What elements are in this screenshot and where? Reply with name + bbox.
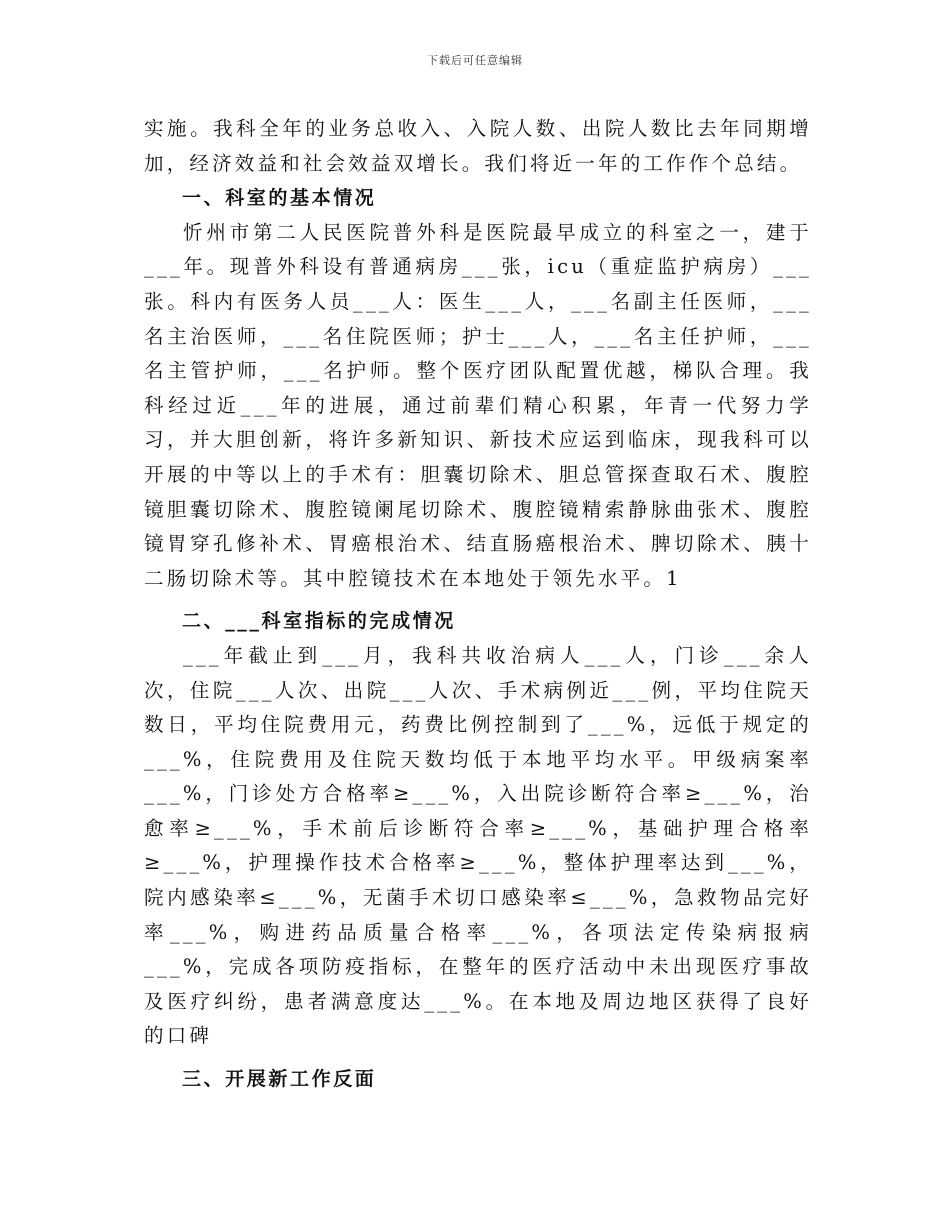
section-heading-3: 三、开展新工作反面 bbox=[182, 1068, 377, 1091]
paragraph-basic-info: 忻州市第二人民医院普外科是医院最早成立的科室之一，建于___年。现普外科设有普通病房___张，icu（重症监护病房）___张。科内有医务人员___人：医生___人，___名副主任医师，___名主治医师，___名住院医师；护士___人，___名主任护师，___名主管护师，___名护师。整个医疗团队配置优越，梯队合理。我科经过近___年的进展，通过前辈们精心积累，年青一代努力学习，并大胆创新，将许多新知识、新技术应运到临床，现我科可以开展的中等以上的手术有：胆囊切除术、胆总管探查取石术、腹腔镜胆囊切除术、腹腔镜阑尾切除术、腹腔镜精索静脉曲张术、腹腔镜胃穿孔修补术、胃癌根治术、结直肠癌根治术、脾切除术、胰十二肠切除术等。其中腔镜技术在本地处于领先水平。1 bbox=[144, 220, 812, 590]
page-header: 下载后可任意编辑 bbox=[427, 54, 523, 67]
paragraph-indicators: ___年截止到___月，我科共收治病人___人，门诊___余人次，住院___人次、出院___人次、手术病例近___例，平均住院天数日，平均住院费用元，药费比例控制到了___%，远低于规定的___%，住院费用及住院天数均低于本地平均水平。甲级病案率___%，门诊处方合格率≥___%，入出院诊断符合率≥___%，治愈率≥___%，手术前后诊断符合率≥___%，基础护理合格率≥___%，护理操作技术合格率≥___%，整体护理率达到___%，院内感染率≤___%，无菌手术切口感染率≤___%，急救物品完好率___%，购进药品质量合格率___%，各项法定传染病报病___%，完成各项防疫指标，在整年的医疗活动中未出现医疗事故及医疗纠纷，患者满意度达___%。在本地及周边地区获得了良好的口碑 bbox=[144, 643, 812, 1048]
document-body bbox=[144, 112, 812, 1097]
section-heading-1: 一、科室的基本情况 bbox=[182, 187, 377, 210]
section-heading-2: 二、___科室指标的完成情况 bbox=[182, 610, 456, 633]
paragraph-intro: 实施。我科全年的业务总收入、入院人数、出院人数比去年同期增加，经济效益和社会效益双增长。我们将近一年的工作作个总结。 bbox=[144, 117, 812, 175]
